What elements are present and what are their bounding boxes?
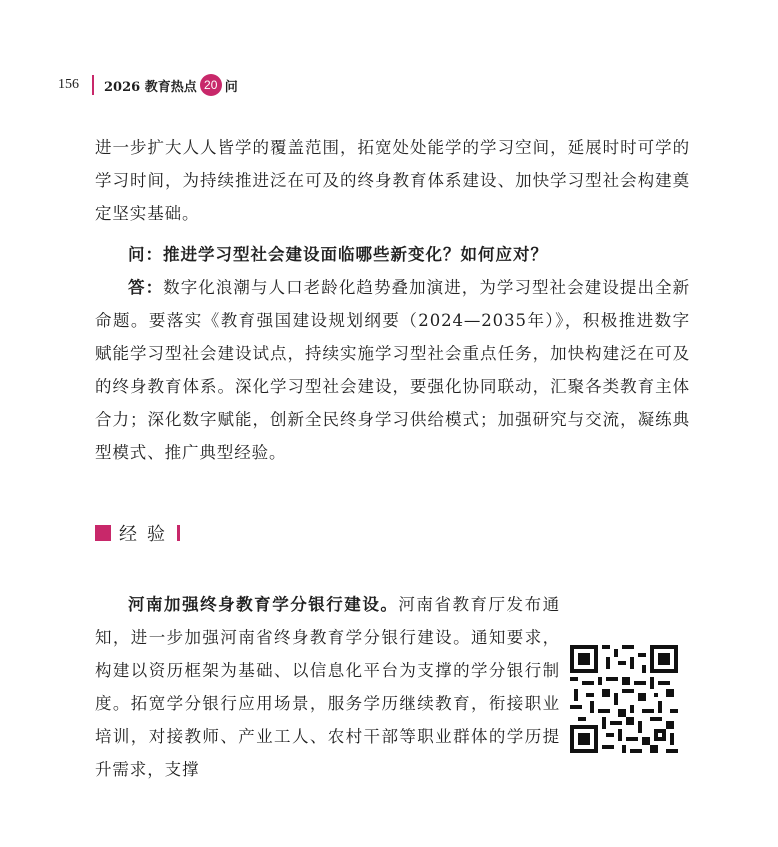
qr-code-icon [570,645,678,753]
running-title-suffix: 问 [224,79,238,95]
section-title: 经验 [119,524,175,545]
section-heading [95,520,180,546]
question-text: 问：推进学习型社会建设面临哪些新变化？如何应对？ [128,245,548,264]
body-paragraph-1: 进一步扩大人人皆学的覆盖范围，拓宽处处能学的学习空间，延展时时可学的学习时间，为持续推进泛在可及的终身教育体系建设、加快学习型社会构建奠定坚实基础。 [95,138,690,223]
page-header [58,72,238,98]
running-title [104,74,238,96]
running-title-prefix: 2026 教育热点 [104,79,197,95]
answer-text: 数字化浪潮与人口老龄化趋势叠加演进，为学习型社会建设提出全新命题。要落实《教育强国建设规划纲要（2024—2035年）》，积极推进数字赋能学习型社会建设试点，持续实施学习型社会重点任务，加快构建泛在可及的终身教育体系。深化学习型社会建设，要强化协同联动，汇聚各类教育主体合力；深化数字赋能，创新全民终身学习供给模式；加强研究与交流，凝练典型模式、推广典型经验。 [95,278,690,462]
experience-text: 河南省教育厅发布通知，进一步加强河南省终身教育学分银行建设。通知要求，构建以资历框架为基础、以信息化平台为支撑的学分银行制度。拓宽学分银行应用场景，服务学历继续教育，衔接职业培训，对接教师、产业工人、农村干部等职业群体的学历提升需求，支撑 [95,595,560,779]
section-marker-icon [95,525,111,541]
section-end-bar [177,525,180,541]
experience-lead: 河南加强终身教育学分银行建设。 [128,595,399,614]
question-line [95,238,548,271]
page-number: 156 [58,77,79,92]
running-title-badge: 20 [200,74,222,96]
answer-paragraph [95,271,690,469]
header-divider [92,75,94,95]
answer-label: 答： [128,278,164,297]
